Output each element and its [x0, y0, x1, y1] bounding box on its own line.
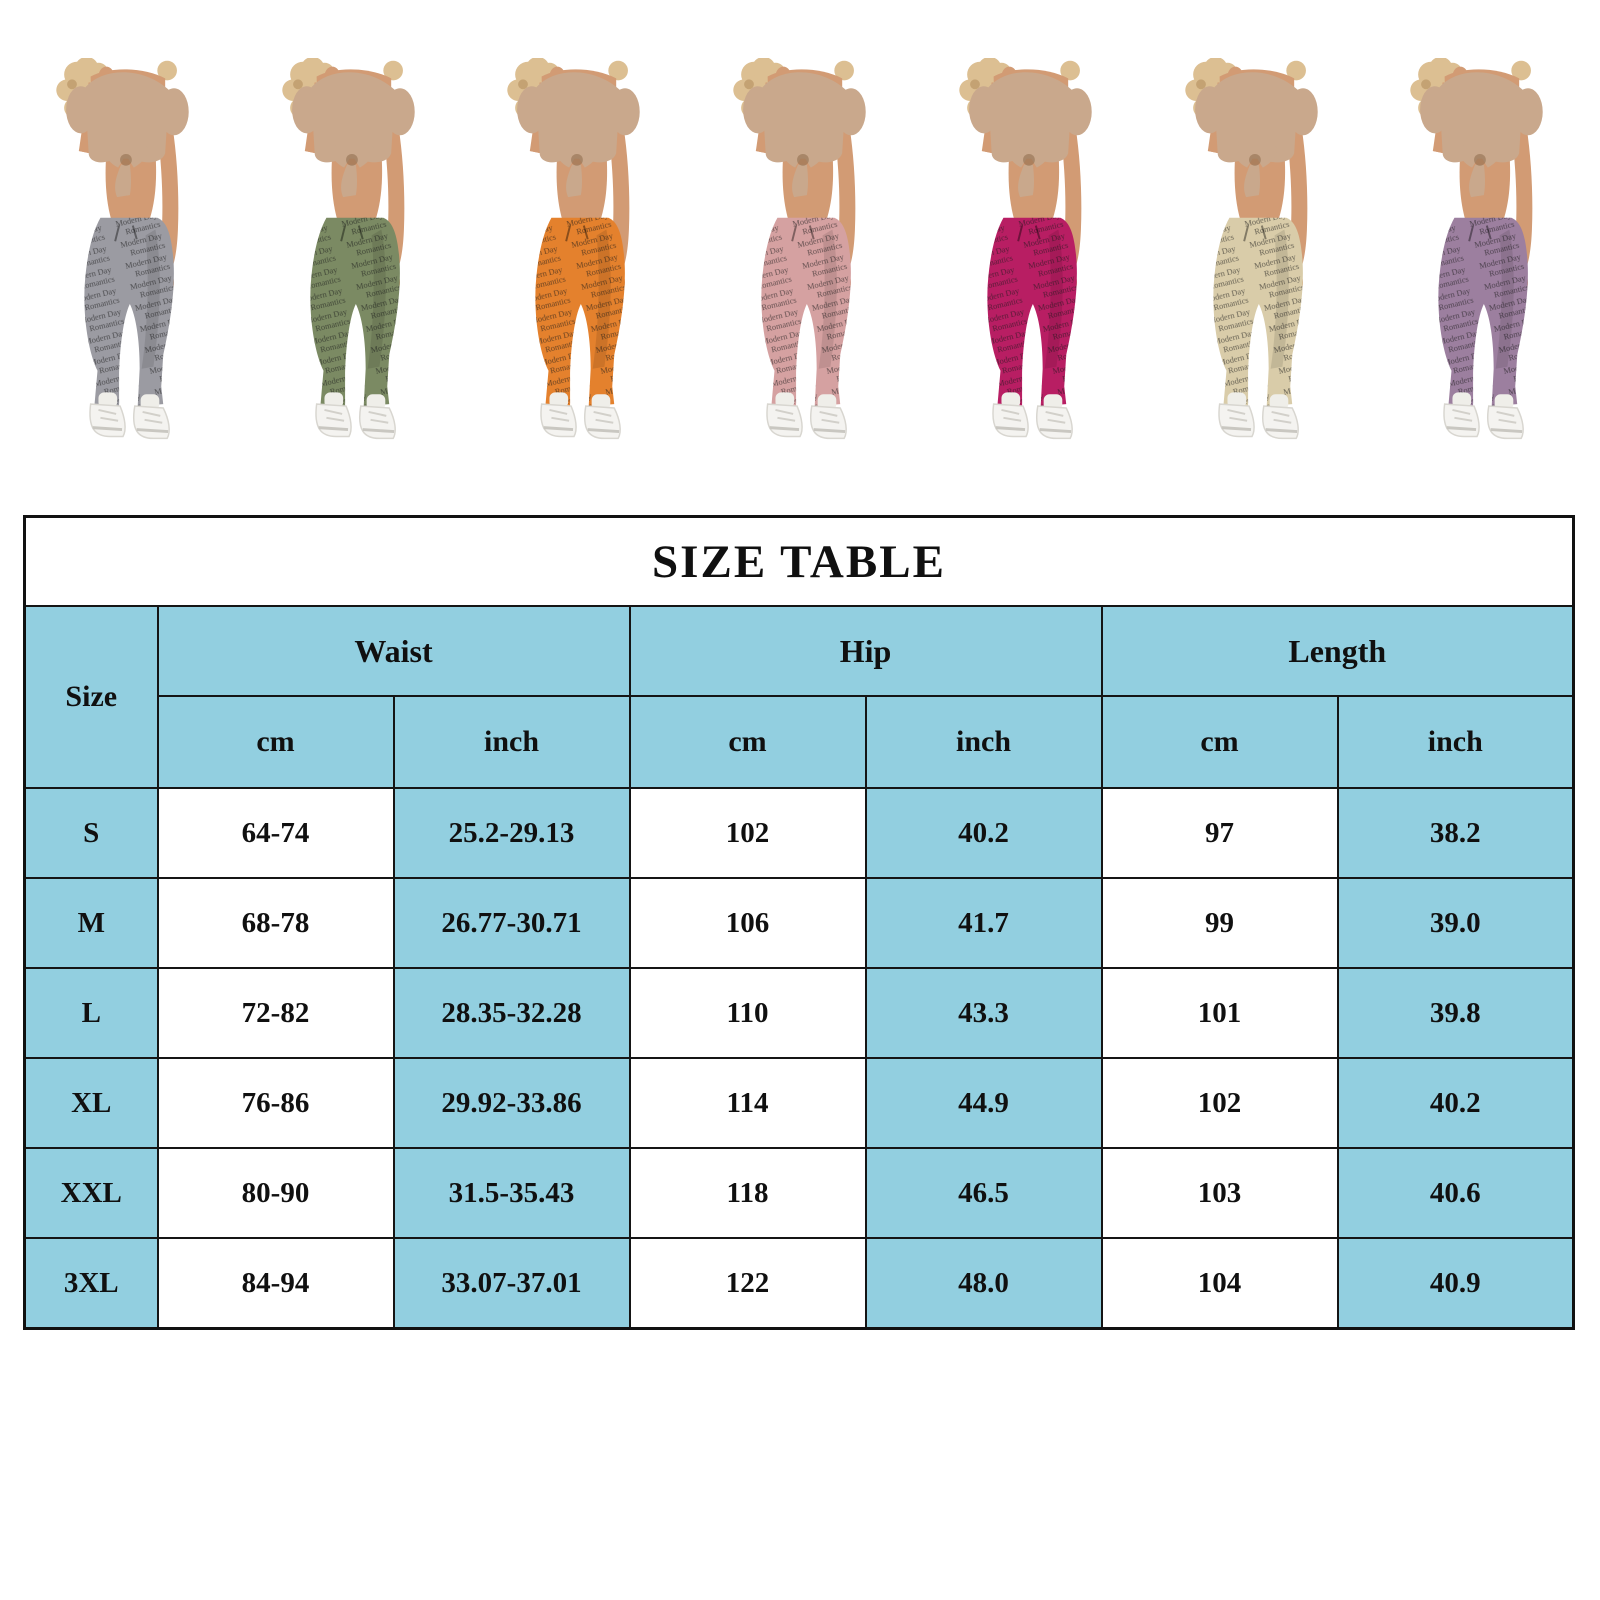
- cell-value: 39.0: [1338, 878, 1574, 968]
- unit-waist-cm: cm: [158, 696, 394, 788]
- pants: [536, 218, 626, 406]
- product-photo-strip: [0, 58, 1600, 458]
- unit-hip-cm: cm: [630, 696, 866, 788]
- cell-value: 84-94: [158, 1238, 394, 1329]
- sneakers: [993, 392, 1072, 438]
- cell-value: 41.7: [866, 878, 1102, 968]
- cell-value: 80-90: [158, 1148, 394, 1238]
- cell-value: 102: [630, 788, 866, 878]
- cell-size: 3XL: [25, 1238, 158, 1329]
- pants: [1213, 218, 1303, 406]
- size-table-unit-header-row: [25, 696, 1574, 788]
- cell-value: 31.5-35.43: [394, 1148, 630, 1238]
- cell-value: 40.2: [1338, 1058, 1574, 1148]
- size-table: [23, 515, 1575, 1330]
- sneakers: [767, 392, 846, 438]
- cell-value: 110: [630, 968, 866, 1058]
- cell-value: 43.3: [866, 968, 1102, 1058]
- product-photo-purple: [1374, 58, 1580, 450]
- cell-value: 44.9: [866, 1058, 1102, 1148]
- product-photo-khaki: [1149, 58, 1355, 450]
- col-header-size: Size: [25, 606, 158, 788]
- unit-hip-inch: inch: [866, 696, 1102, 788]
- cell-value: 101: [1102, 968, 1338, 1058]
- cell-value: 118: [630, 1148, 866, 1238]
- unit-waist-inch: inch: [394, 696, 630, 788]
- pants: [84, 218, 174, 406]
- size-row-l: [25, 968, 1574, 1058]
- cell-value: 76-86: [158, 1058, 394, 1148]
- cell-value: 68-78: [158, 878, 394, 968]
- cell-size: S: [25, 788, 158, 878]
- cell-value: 40.2: [866, 788, 1102, 878]
- sneakers: [1444, 392, 1523, 438]
- cell-value: 64-74: [158, 788, 394, 878]
- cell-value: 102: [1102, 1058, 1338, 1148]
- size-row-3xl: [25, 1238, 1574, 1329]
- cell-value: 72-82: [158, 968, 394, 1058]
- pants: [310, 218, 400, 406]
- pants: [1439, 218, 1529, 406]
- cell-value: 106: [630, 878, 866, 968]
- size-row-m: [25, 878, 1574, 968]
- cell-value: 28.35-32.28: [394, 968, 630, 1058]
- size-row-xl: [25, 1058, 1574, 1148]
- product-photo-pink: [697, 58, 903, 450]
- cell-value: 122: [630, 1238, 866, 1329]
- size-row-xxl: [25, 1148, 1574, 1238]
- size-table-title-row: [25, 517, 1574, 607]
- product-photo-gray: [20, 58, 226, 450]
- cell-size: L: [25, 968, 158, 1058]
- sneakers: [541, 392, 620, 438]
- sneakers: [1218, 392, 1297, 438]
- cell-value: 25.2-29.13: [394, 788, 630, 878]
- cell-value: 38.2: [1338, 788, 1574, 878]
- product-photo-orange: [471, 58, 677, 450]
- cell-value: 114: [630, 1058, 866, 1148]
- pants: [761, 218, 851, 406]
- cell-value: 103: [1102, 1148, 1338, 1238]
- cell-value: 46.5: [866, 1148, 1102, 1238]
- cell-value: 26.77-30.71: [394, 878, 630, 968]
- cell-value: 97: [1102, 788, 1338, 878]
- sneakers: [315, 392, 394, 438]
- cell-value: 48.0: [866, 1238, 1102, 1329]
- size-row-s: [25, 788, 1574, 878]
- col-header-waist: Waist: [158, 606, 630, 696]
- cell-value: 40.6: [1338, 1148, 1574, 1238]
- sneakers: [90, 392, 169, 438]
- col-header-length: Length: [1102, 606, 1574, 696]
- cell-value: 40.9: [1338, 1238, 1574, 1329]
- cell-size: XL: [25, 1058, 158, 1148]
- cell-value: 29.92-33.86: [394, 1058, 630, 1148]
- cell-value: 99: [1102, 878, 1338, 968]
- size-table-group-header-row: [25, 606, 1574, 696]
- unit-length-inch: inch: [1338, 696, 1574, 788]
- product-photo-army-green: [246, 58, 452, 450]
- col-header-hip: Hip: [630, 606, 1102, 696]
- cell-size: XXL: [25, 1148, 158, 1238]
- cell-value: 104: [1102, 1238, 1338, 1329]
- cell-value: 39.8: [1338, 968, 1574, 1058]
- cell-value: 33.07-37.01: [394, 1238, 630, 1329]
- unit-length-cm: cm: [1102, 696, 1338, 788]
- product-photo-rose-red: [923, 58, 1129, 450]
- cell-size: M: [25, 878, 158, 968]
- pants: [987, 218, 1077, 406]
- size-table-title: SIZE TABLE: [25, 517, 1574, 607]
